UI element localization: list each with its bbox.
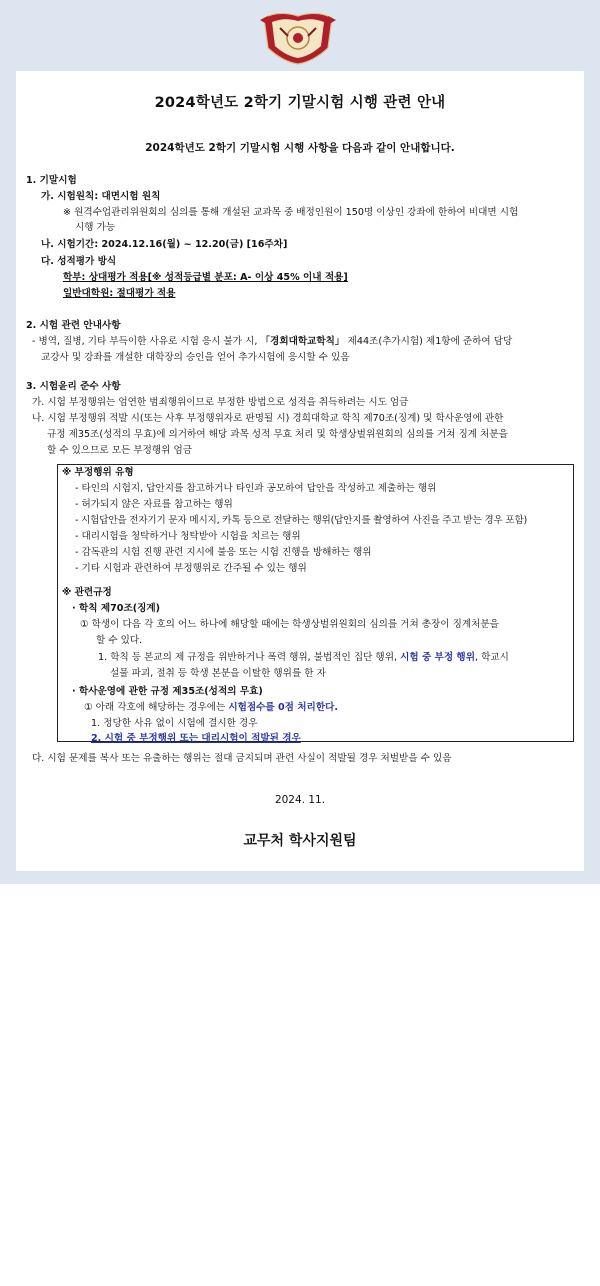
rule-70-title: · 학칙 제70조(징계) <box>72 603 161 614</box>
misconduct-type: - 감독관의 시험 진행 관련 지시에 불응 또는 시험 진행을 방해하는 행위 <box>75 547 372 558</box>
misconduct-type: - 타인의 시험지, 답안지를 참고하거나 타인과 공모하여 답안을 작성하고 제출하는 행위 <box>75 483 437 494</box>
section-2-heading: 2. 시험 관련 안내사항 <box>26 320 121 331</box>
misconduct-type: - 시험답안을 전자기기 문자 메시지, 카톡 등으로 전달하는 행위(답안지를 촬영하여 사진을 주고 받는 경우 포함) <box>75 515 528 526</box>
misconduct-types-heading: ※ 부정행위 유형 <box>62 467 134 478</box>
section-3-heading: 3. 시험윤리 준수 사항 <box>26 381 121 392</box>
rule-70-item-1-cont: 설물 파괴, 절취 등 학생 본분을 이탈한 행위를 한 자 <box>110 668 326 679</box>
misconduct-type: - 기타 시험과 관련하여 부정행위로 간주될 수 있는 행위 <box>75 563 307 574</box>
section-2-line-1: - 병역, 질병, 기타 부득이한 사유로 시험 응시 불가 시, 「경희대학교학칙」 제44조(추가시험) 제1항에 준하여 담당 <box>32 336 513 347</box>
exam-principle-note: ※ 원격수업관리위원회의 심의를 통해 개설된 교과목 중 배정인원이 150명 이상인 강좌에 한하여 비대면 시험 <box>63 207 519 218</box>
section-3-na-3: 할 수 있으므로 모든 부정행위 엄금 <box>47 445 192 456</box>
issuing-office: 교무처 학사지원팀 <box>243 833 357 849</box>
university-emblem-icon <box>258 6 338 66</box>
rule-70-para: ① 학생이 다음 각 호의 어느 하나에 해당할 때에는 학생상벌위원회의 심의를 거쳐 총장이 징계처분을 <box>80 619 499 630</box>
notice-intro: 2024학년도 2학기 기말시험 시행 사항을 다음과 같이 안내합니다. <box>145 142 455 154</box>
grading-graduate: 일반대학원: 절대평가 적용 <box>63 288 176 299</box>
grading-method: 다. 성적평가 방식 <box>41 256 117 267</box>
rule-35-item-1: 1. 정당한 사유 없이 시험에 결시한 경우 <box>91 718 258 729</box>
exam-period: 나. 시험기간: 2024.12.16(월) ~ 12.20(금) [16주차] <box>41 239 288 250</box>
section-3-na-1: 나. 시험 부정행위 적발 시(또는 사후 부정행위자로 판명될 시) 경희대학교 학칙 제70조(징계) 및 학사운영에 관한 <box>32 413 504 424</box>
rule-35-item-2: 2. 시험 중 부정행위 또는 대리시험이 적발된 경우 <box>91 733 301 744</box>
exam-principle: 가. 시험원칙: 대면시험 원칙 <box>41 191 161 202</box>
rule-70-item-1: 1. 학칙 등 본교의 제 규정을 위반하거나 폭력 행위, 불법적인 집단 행위, 시험 중 부정 행위, 학교시 <box>98 652 509 663</box>
grading-undergrad: 학부: 상대평가 적용[※ 성적등급별 분포: A- 이상 45% 이내 적용] <box>63 272 348 283</box>
section-1-heading: 1. 기말시험 <box>26 175 77 186</box>
rule-70-para-cont: 할 수 있다. <box>96 635 143 646</box>
rule-35-title: · 학사운영에 관한 규정 제35조(성적의 무효) <box>72 686 263 697</box>
section-3-ga: 가. 시험 부정행위는 엄연한 범죄행위이므로 부정한 방법으로 성적을 취득하려는 시도 엄금 <box>32 397 409 408</box>
misconduct-type: - 허가되지 않은 자료를 참고하는 행위 <box>75 499 233 510</box>
related-rules-heading: ※ 관련규정 <box>62 587 112 598</box>
rule-35-para: ① 아래 각호에 해당하는 경우에는 시험점수를 0점 처리한다. <box>84 702 339 713</box>
notice-paper <box>16 71 584 871</box>
notice-date: 2024. 11. <box>274 794 326 806</box>
section-3-na-2: 규정 제35조(성적의 무효)에 의거하여 해당 과목 성적 무효 처리 및 학생상벌위원회의 심의를 거쳐 징계 처분을 <box>47 429 508 440</box>
notice-title: 2024학년도 2학기 기말시험 시행 관련 안내 <box>154 95 446 111</box>
section-3-da: 다. 시험 문제를 복사 또는 유출하는 행위는 절대 금지되며 관련 사실이 적발될 경우 처벌받을 수 있음 <box>32 753 452 764</box>
exam-principle-note-cont: 시행 가능 <box>75 222 116 233</box>
misconduct-box <box>57 464 574 742</box>
misconduct-type: - 대리시험을 청탁하거나 청탁받아 시험을 치르는 행위 <box>75 531 301 542</box>
section-2-line-2: 교강사 및 강좌를 개설한 대학장의 승인을 얻어 추가시험에 응시할 수 있음 <box>41 352 350 363</box>
